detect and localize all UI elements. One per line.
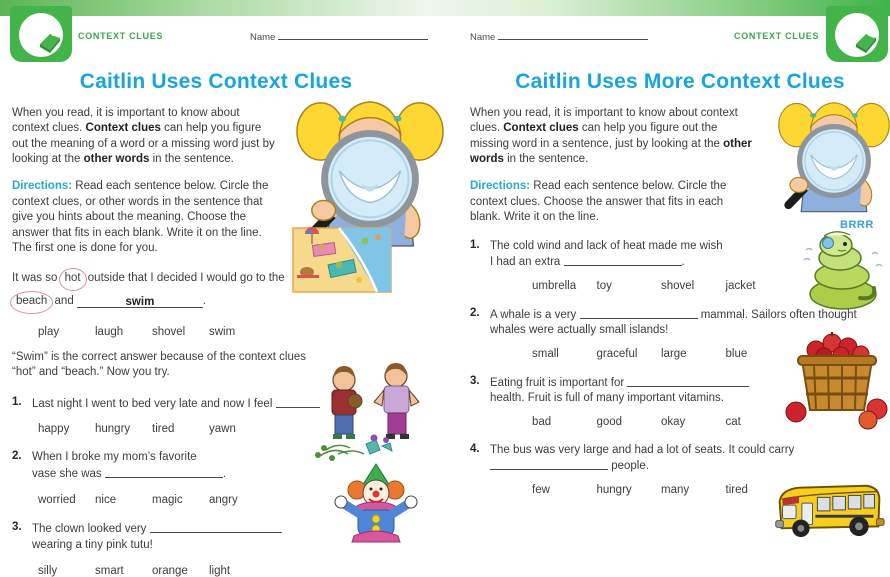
choice-word[interactable]: angry: [209, 494, 238, 506]
top-green-bar: [0, 0, 890, 16]
choices-row: [532, 484, 790, 496]
choice-word[interactable]: magic: [152, 494, 183, 506]
answer-blank[interactable]: [490, 458, 608, 470]
example-sentence: It was so hot outside that I decided I would go to the beach and swim .: [12, 268, 292, 314]
choice-word[interactable]: okay: [661, 415, 686, 428]
book-icon: [835, 13, 879, 57]
choice-word[interactable]: blue: [725, 347, 748, 360]
girl-with-magnifying-glass-illustration: [778, 90, 890, 214]
question-number: 1.: [470, 238, 480, 251]
choices-row: [38, 494, 322, 506]
book-tab: [10, 6, 72, 62]
choice-word[interactable]: jacket: [725, 279, 756, 292]
choice-word[interactable]: happy: [38, 423, 70, 435]
choice-word[interactable]: few: [532, 483, 550, 496]
intro-paragraph: When you read, it is important to know about context clues. Context clues can help you figure out the missing word in a sentence, just by looking at the other words in the sentence.: [470, 106, 752, 165]
intro-paragraph: When you read, it is important to know about context clues. Context clues can help you figure out the meaning of a word or a missing word just by looking at the other words in the sentence.: [12, 106, 275, 165]
question-number: 3.: [470, 374, 480, 387]
circled-context-clue[interactable]: beach: [10, 291, 53, 314]
answer-blank[interactable]: [627, 375, 749, 387]
choice-word[interactable]: tired: [152, 423, 175, 435]
choices-row: [532, 348, 790, 360]
shivering-snake-illustration: [798, 220, 888, 312]
question-4: 4. The bus was very large and had a lot of seats. It could carry people.: [470, 443, 790, 475]
choice-word[interactable]: good: [596, 415, 623, 428]
worksheet-page-right: [446, 16, 890, 537]
book-icon: [19, 13, 63, 57]
choice-word[interactable]: bad: [532, 415, 552, 428]
snake-brrr-text: BRRR: [840, 219, 874, 231]
name-label: Name: [470, 32, 496, 43]
choice-word[interactable]: silly: [38, 565, 58, 577]
question-number: 2.: [470, 306, 480, 319]
choice-word[interactable]: small: [532, 347, 559, 360]
question-3: 3. The clown looked very wearing a tiny pink tutu!: [12, 521, 322, 553]
choices-row: [38, 423, 322, 435]
apple-basket-illustration: [784, 328, 890, 432]
choice-word[interactable]: smart: [95, 565, 124, 577]
question-number: 1.: [12, 395, 22, 408]
question-3: 3. Eating fruit is important for health. Fruit is full of many important vitamins.: [470, 375, 790, 407]
choice-word[interactable]: hungry: [95, 423, 131, 435]
question-number: 4.: [470, 442, 480, 455]
school-bus-illustration: [768, 478, 888, 538]
directions-paragraph: Directions: Read each sentence below. Circle the context clues. Choose the answer that fits in each blank. Write it on the line.: [470, 180, 727, 223]
choice-word[interactable]: graceful: [596, 347, 638, 360]
directions-label: Directions:: [12, 180, 73, 192]
choices-row: [38, 565, 322, 577]
answer-blank[interactable]: [564, 254, 682, 266]
question-number: 2.: [12, 450, 22, 462]
question-1: 1. The cold wind and lack of heat made me wish I had an extra .: [470, 239, 790, 271]
worksheet-page-left: [0, 16, 443, 577]
choice-word[interactable]: nice: [95, 494, 117, 506]
beach-scene-illustration: [293, 228, 391, 292]
circled-context-clue[interactable]: hot: [59, 268, 87, 291]
answer-blank[interactable]: [105, 466, 223, 478]
question-1: 1. Last night I went to bed very late and now I feel: [12, 396, 322, 413]
question-2: 2. When I broke my mom’s favorite vase she was .: [12, 450, 322, 482]
answer-blank[interactable]: [580, 307, 698, 319]
category-label: CONTEXT CLUES: [78, 31, 164, 41]
choice-word[interactable]: swim: [209, 325, 236, 338]
choice-word[interactable]: tired: [725, 483, 748, 496]
choice-word[interactable]: shovel: [661, 279, 695, 292]
answer-blank[interactable]: [150, 521, 282, 533]
clown-illustration: [328, 462, 424, 542]
choice-word[interactable]: shovel: [152, 325, 186, 338]
choices-row: [532, 416, 790, 428]
girl-with-magnifying-glass-illustration: [296, 88, 444, 246]
choice-word[interactable]: hungry: [596, 483, 632, 496]
book-tab: [826, 6, 888, 62]
choice-word[interactable]: light: [209, 565, 231, 577]
category-label: CONTEXT CLUES: [734, 31, 820, 41]
choices-row: [38, 326, 322, 338]
question-number: 3.: [12, 521, 22, 533]
question-2: 2. A whale is a very mammal. Sailors often thought whales were actually small islands!: [470, 307, 790, 339]
choices-row: [532, 280, 790, 292]
choice-word[interactable]: many: [661, 483, 690, 496]
choice-word[interactable]: large: [661, 347, 687, 360]
page-title: Caitlin Uses More Context Clues: [515, 70, 845, 93]
choice-word[interactable]: laugh: [95, 325, 124, 338]
choice-word[interactable]: yawn: [209, 423, 236, 435]
example-answer-blank[interactable]: swim: [77, 293, 203, 308]
choice-word[interactable]: worried: [38, 494, 76, 506]
choice-word[interactable]: umbrella: [532, 279, 577, 292]
page-title: Caitlin Uses Context Clues: [79, 70, 353, 93]
name-label: Name: [250, 32, 276, 43]
choice-word[interactable]: play: [38, 325, 60, 338]
kids-broken-vase-illustration: [308, 358, 438, 464]
choice-word[interactable]: toy: [596, 279, 612, 292]
choice-word[interactable]: orange: [152, 565, 188, 577]
directions-label: Directions:: [470, 180, 531, 192]
directions-paragraph: Directions: Read each sentence below. Circle the context clues, or other words in the sentence that give you hints about the meaning. Choose the answer that fits in each blank. Write it on the line. The first one is done for you.: [12, 180, 269, 254]
explanation-paragraph: “Swim” is the correct answer because of the context clues “hot” and “beach.” Now you try.: [12, 350, 307, 378]
choice-word[interactable]: cat: [725, 415, 741, 428]
